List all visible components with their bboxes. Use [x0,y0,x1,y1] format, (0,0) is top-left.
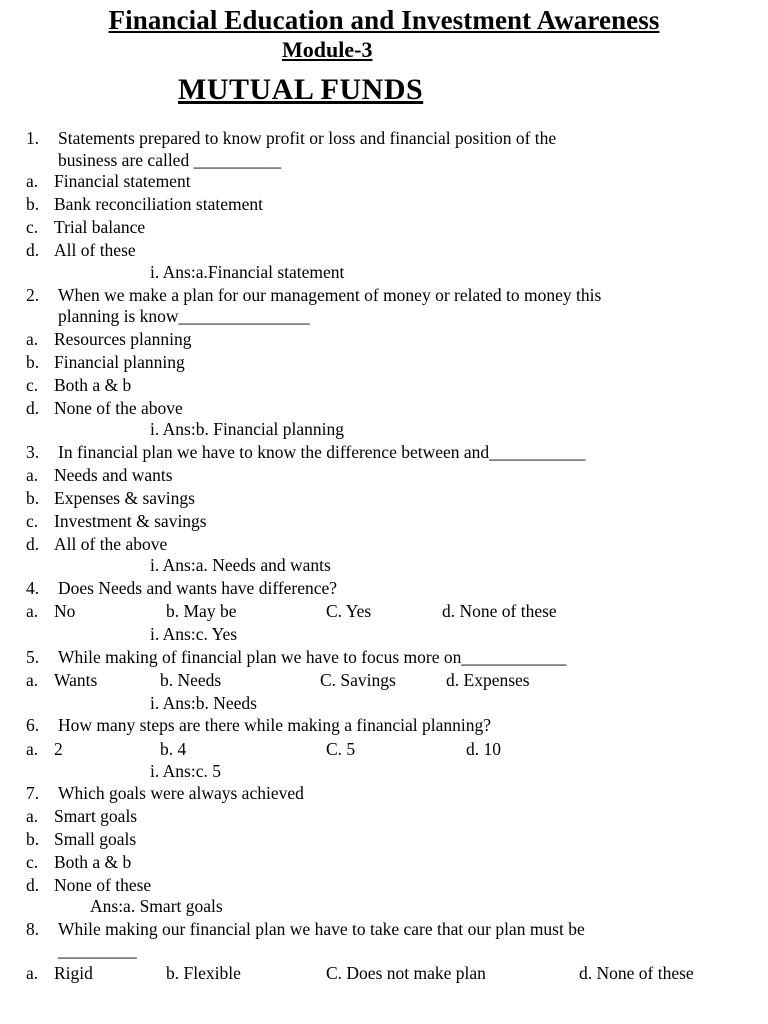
option-text: d. None of these [579,963,694,983]
option-text: All of the above [54,534,168,554]
answer-line: Ans:a. Smart goals [90,896,223,916]
option-text: Wants [54,670,98,690]
answer-line: i. Ans:a.Financial statement [150,262,345,282]
option-text: All of these [54,240,136,260]
option-letter: a. [26,329,39,349]
question-text: _________ [58,940,137,960]
question-number: 1. [26,128,40,148]
option-letter: b. [26,194,40,214]
option-letter: b. [26,829,40,849]
question-number: 4. [26,578,40,598]
option-text: 2 [54,739,63,759]
option-text: Both a & b [54,852,132,872]
option-letter: a. [26,601,39,621]
option-text: No [54,601,76,621]
question-text: While making our financial plan we have to take care that our plan must be [58,919,585,939]
answer-line: i. Ans:a. Needs and wants [150,555,331,575]
option-letter: a. [26,963,39,983]
option-letter: c. [26,217,39,237]
option-text: Investment & savings [54,511,207,531]
option-text: C. Savings [320,670,396,690]
question-text: Which goals were always achieved [58,783,304,803]
answer-line: i. Ans:b. Financial planning [150,419,344,439]
option-text: Small goals [54,829,137,849]
question-text: planning is know_______________ [58,306,310,326]
option-letter: d. [26,875,40,895]
question-text: How many steps are there while making a financial planning? [58,715,491,735]
question-text: In financial plan we have to know the difference between and___________ [58,442,586,462]
option-letter: a. [26,806,39,826]
option-text: None of the above [54,398,183,418]
option-text: Smart goals [54,806,138,826]
option-text: Expenses & savings [54,488,195,508]
option-letter: c. [26,511,39,531]
answer-line: i. Ans:c. 5 [150,761,221,781]
answer-line: i. Ans:b. Needs [150,693,257,713]
module-heading: Module-3 [282,37,373,62]
option-text: Rigid [54,963,93,983]
option-text: C. Yes [326,601,372,621]
option-text: C. Does not make plan [326,963,486,983]
question-text: Does Needs and wants have difference? [58,578,338,598]
option-text: C. 5 [326,739,356,759]
option-text: d. 10 [466,739,501,759]
option-text: d. Expenses [446,670,530,690]
question-number: 3. [26,442,40,462]
option-letter: a. [26,739,39,759]
question-number: 6. [26,715,40,735]
option-text: b. 4 [160,739,187,759]
option-text: Trial balance [54,217,146,237]
subject-heading: MUTUAL FUNDS [178,73,424,106]
option-letter: d. [26,534,40,554]
option-letter: b. [26,352,40,372]
option-text: None of these [54,875,152,895]
question-number: 7. [26,783,40,803]
option-letter: a. [26,670,39,690]
option-letter: a. [26,171,39,191]
option-text: Both a & b [54,375,132,395]
option-letter: b. [26,488,40,508]
option-text: Needs and wants [54,465,173,485]
option-text: b. Flexible [166,963,241,983]
answer-line: i. Ans:c. Yes [150,624,238,644]
question-text: When we make a plan for our management of money or related to money this [58,285,602,305]
option-text: b. May be [166,601,237,621]
option-letter: d. [26,240,40,260]
question-text: Statements prepared to know profit or loss and financial position of the [58,128,557,148]
option-letter: d. [26,398,40,418]
question-text: While making of financial plan we have to focus more on____________ [58,647,567,667]
option-letter: c. [26,852,39,872]
question-number: 8. [26,919,40,939]
option-text: b. Needs [160,670,222,690]
option-letter: c. [26,375,39,395]
option-text: Financial planning [54,352,185,372]
option-text: Resources planning [54,329,192,349]
document-title: Financial Education and Investment Awareness [108,5,660,35]
question-number: 5. [26,647,40,667]
option-text: Bank reconciliation statement [54,194,263,214]
option-letter: a. [26,465,39,485]
question-text: business are called __________ [58,150,282,170]
question-number: 2. [26,285,40,305]
option-text: d. None of these [442,601,557,621]
option-text: Financial statement [54,171,191,191]
